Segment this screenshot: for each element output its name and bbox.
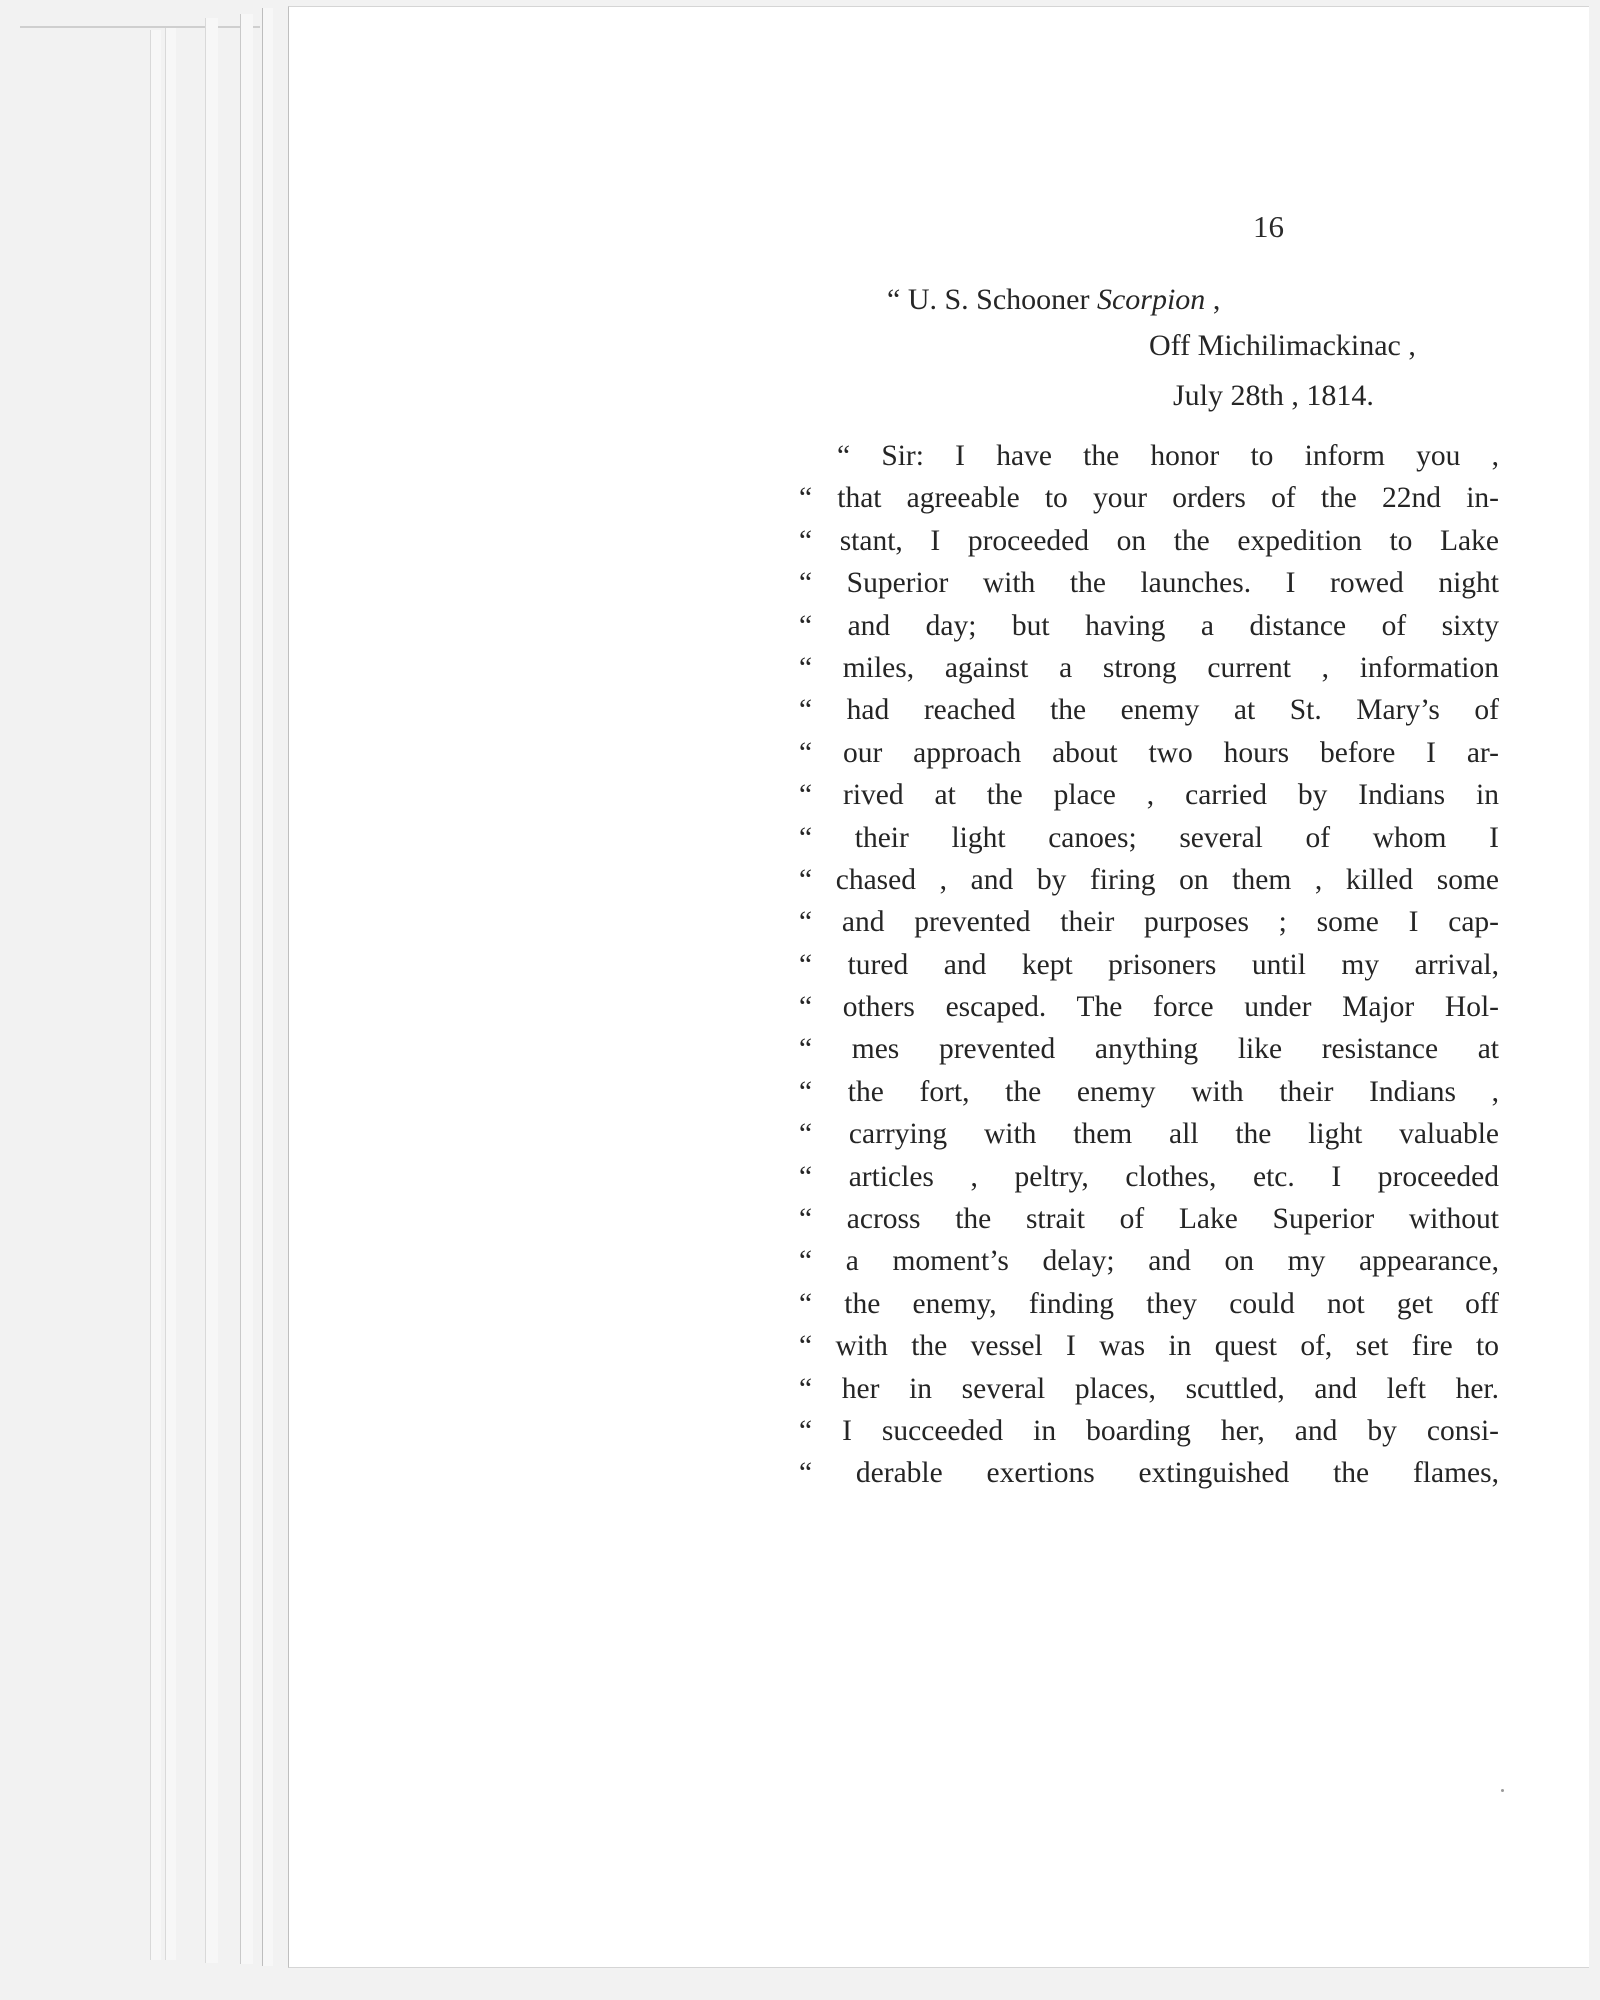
heading-prefix: “ U. S. Schooner	[887, 283, 1090, 316]
text-line: “ the fort, the enemy with their Indians ,	[799, 1075, 1499, 1108]
text-line: “ I succeeded in boarding her, and by consi-	[799, 1414, 1499, 1447]
vessel-name: Scorpion	[1096, 283, 1206, 316]
text-line: “ our approach about two hours before I ar-	[799, 736, 1499, 769]
text-line: “ derable exertions extinguished the flames,	[799, 1457, 1499, 1490]
text-line: “ across the strait of Lake Superior without	[799, 1203, 1499, 1236]
text-line: “ chased , and by firing on them , killed some	[799, 863, 1499, 896]
text-line: “ carrying with them all the light valuable	[799, 1118, 1499, 1151]
text-line: “ and prevented their purposes ; some I cap-	[799, 906, 1499, 939]
text-line: “ articles , peltry, clothes, etc. I proceeded	[799, 1160, 1499, 1193]
book-page	[288, 6, 1589, 1968]
scan-speck	[1501, 1789, 1504, 1792]
text-line: “ miles, against a strong current , information	[799, 651, 1499, 684]
text-line: “ others escaped. The force under Major Hol-	[799, 991, 1499, 1024]
text-line: “ tured and kept prisoners until my arrival,	[799, 948, 1499, 981]
text-line: “ their light canoes; several of whom I	[799, 821, 1499, 854]
text-line: “ the enemy, finding they could not get off	[799, 1287, 1499, 1320]
heading-suffix: ,	[1212, 283, 1221, 316]
letter-body	[799, 435, 1499, 1495]
letter-heading-location: Off Michilimackinac ,	[1149, 329, 1416, 362]
text-line: “ mes prevented anything like resistance at	[799, 1033, 1499, 1066]
text-line: “ that agreeable to your orders of the 22nd in-	[799, 482, 1499, 515]
page-edge	[165, 28, 176, 1960]
text-line: “ Sir: I have the honor to inform you ,	[837, 440, 1499, 472]
text-line: “ had reached the enemy at St. Mary’s of	[799, 694, 1499, 727]
text-line: “ Superior with the launches. I rowed night	[799, 567, 1499, 600]
page-edge	[150, 30, 161, 1960]
letter-heading-date: July 28th , 1814.	[1173, 379, 1374, 412]
text-line: “ her in several places, scuttled, and left her.	[799, 1372, 1499, 1405]
page-edge	[262, 8, 273, 1966]
page-edge	[205, 18, 218, 1963]
page-edge-line	[20, 26, 260, 28]
text-line: “ a moment’s delay; and on my appearance,	[799, 1245, 1499, 1278]
text-line: “ rived at the place , carried by Indians in	[799, 779, 1499, 812]
page-number: 16	[1253, 209, 1284, 244]
page-edge	[240, 14, 253, 1964]
text-line: “ stant, I proceeded on the expedition to Lake	[799, 524, 1499, 557]
letter-heading-vessel	[887, 283, 1220, 317]
text-line: “ and day; but having a distance of sixty	[799, 609, 1499, 642]
text-line: “ with the vessel I was in quest of, set fire to	[799, 1330, 1499, 1363]
